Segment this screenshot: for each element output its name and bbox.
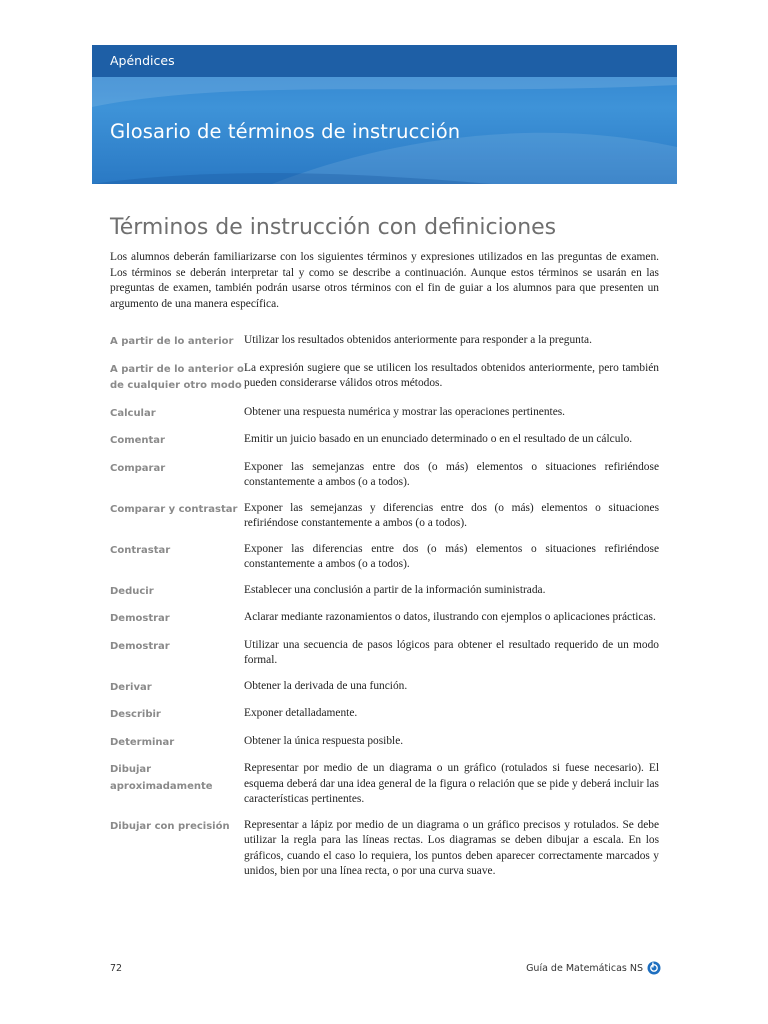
glossary-row	[110, 333, 659, 351]
glossary-term: Determinar	[110, 736, 175, 748]
glossary-term: Dibujar aproximadamente	[110, 764, 213, 792]
glossary-row	[110, 542, 659, 573]
glossary-definition: Obtener una respuesta numérica y mostrar las operaciones pertinentes.	[244, 405, 566, 418]
glossary-row	[110, 818, 659, 880]
glossary-definition: Obtener la derivada de una función.	[244, 679, 408, 692]
glossary-row	[110, 361, 659, 395]
glossary-row	[110, 583, 659, 601]
glossary-definition: Utilizar los resultados obtenidos anteriormente para responder a la pregunta.	[244, 334, 592, 346]
glossary-term: A partir de lo anterior o de cualquier otro modo	[110, 363, 244, 391]
glossary-term: Derivar	[110, 681, 152, 693]
glossary-row	[110, 501, 659, 532]
glossary-definition: Exponer las diferencias entre dos (o más) elementos o situaciones refiriéndose constantemente a ambos (o a todos).	[244, 542, 659, 570]
glossary-term: Dibujar con precisión	[110, 820, 230, 832]
header-section-label: Apéndices	[110, 53, 175, 68]
glossary-term: Calcular	[110, 407, 156, 419]
glossary-term: Comentar	[110, 435, 165, 446]
glossary-row	[110, 405, 659, 423]
header-banner	[92, 45, 677, 184]
glossary-definition: Representar por medio de un diagrama o un gráfico (rotulados si fuese necesario). El esquema deberá dar una idea general de la figura o relación que se pide y deberá incluir las características pertinentes.	[244, 762, 659, 805]
section-title: Términos de instrucción con definiciones	[110, 215, 557, 240]
glossary-term: Demostrar	[110, 613, 170, 624]
glossary-term: Deducir	[110, 585, 154, 597]
glossary-definition: Exponer las semejanzas entre dos (o más) elementos o situaciones refiriéndose constantemente a ambos (o a todos).	[244, 460, 659, 488]
glossary-list	[110, 333, 659, 890]
glossary-term: A partir de lo anterior	[110, 336, 234, 347]
glossary-definition: Emitir un juicio basado en un enunciado determinado o en el resultado de un cálculo.	[244, 433, 633, 445]
glossary-definition: Obtener la única respuesta posible.	[244, 734, 404, 747]
glossary-definition: Establecer una conclusión a partir de la información suministrada.	[244, 583, 546, 596]
ib-logo-icon	[647, 961, 661, 975]
guide-name: Guía de Matemáticas NS	[526, 963, 643, 974]
glossary-row	[110, 734, 659, 752]
glossary-row	[110, 432, 659, 450]
page-title: Glosario de términos de instrucción	[110, 120, 461, 143]
glossary-definition: Representar a lápiz por medio de un diagrama o un gráfico precisos y rotulados. Se debe utilizar la regla para las líneas rectas. Los diagramas se deben dibujar a escala. En los gráficos, cuando el caso lo requiera, los puntos deben aparecer correctamente marcados y unidos, bien por una línea recta, o por una curva suave.	[244, 818, 659, 877]
intro-paragraph: Los alumnos deberán familiarizarse con los siguientes términos y expresiones utilizados en las preguntas de examen. Los términos se deberán interpretar tal y como se describe a continuación. Aunque estos términos se usarán en las preguntas de examen, también podrán usarse otros términos con el fin de guiar a los alumnos para que presenten un argumento de una manera específica.	[110, 251, 659, 310]
glossary-term: Comparar y contrastar	[110, 503, 238, 515]
page-number: 72	[110, 963, 123, 974]
header-section-bar	[92, 45, 677, 77]
glossary-row	[110, 610, 659, 628]
glossary-definition: Utilizar una secuencia de pasos lógicos para obtener el resultado requerido de un modo formal.	[244, 638, 659, 666]
glossary-term: Comparar	[110, 462, 166, 474]
glossary-row	[110, 761, 659, 808]
glossary-term: Describir	[110, 709, 161, 720]
glossary-definition: La expresión sugiere que se utilicen los resultados obtenidos anteriormente, pero también pueden considerarse válidos otros métodos.	[244, 361, 659, 389]
glossary-term: Demostrar	[110, 640, 170, 652]
glossary-definition: Exponer las semejanzas y diferencias entre dos (o más) elementos o situaciones refiriéndose constantemente a ambos (o a todos).	[244, 501, 659, 529]
glossary-definition: Exponer detalladamente.	[244, 707, 358, 719]
glossary-row	[110, 460, 659, 491]
glossary-definition: Aclarar mediante razonamientos o datos, ilustrando con ejemplos o aplicaciones prácticas.	[244, 611, 656, 623]
glossary-row	[110, 638, 659, 669]
glossary-row	[110, 679, 659, 697]
glossary-row	[110, 706, 659, 724]
glossary-term: Contrastar	[110, 544, 171, 556]
